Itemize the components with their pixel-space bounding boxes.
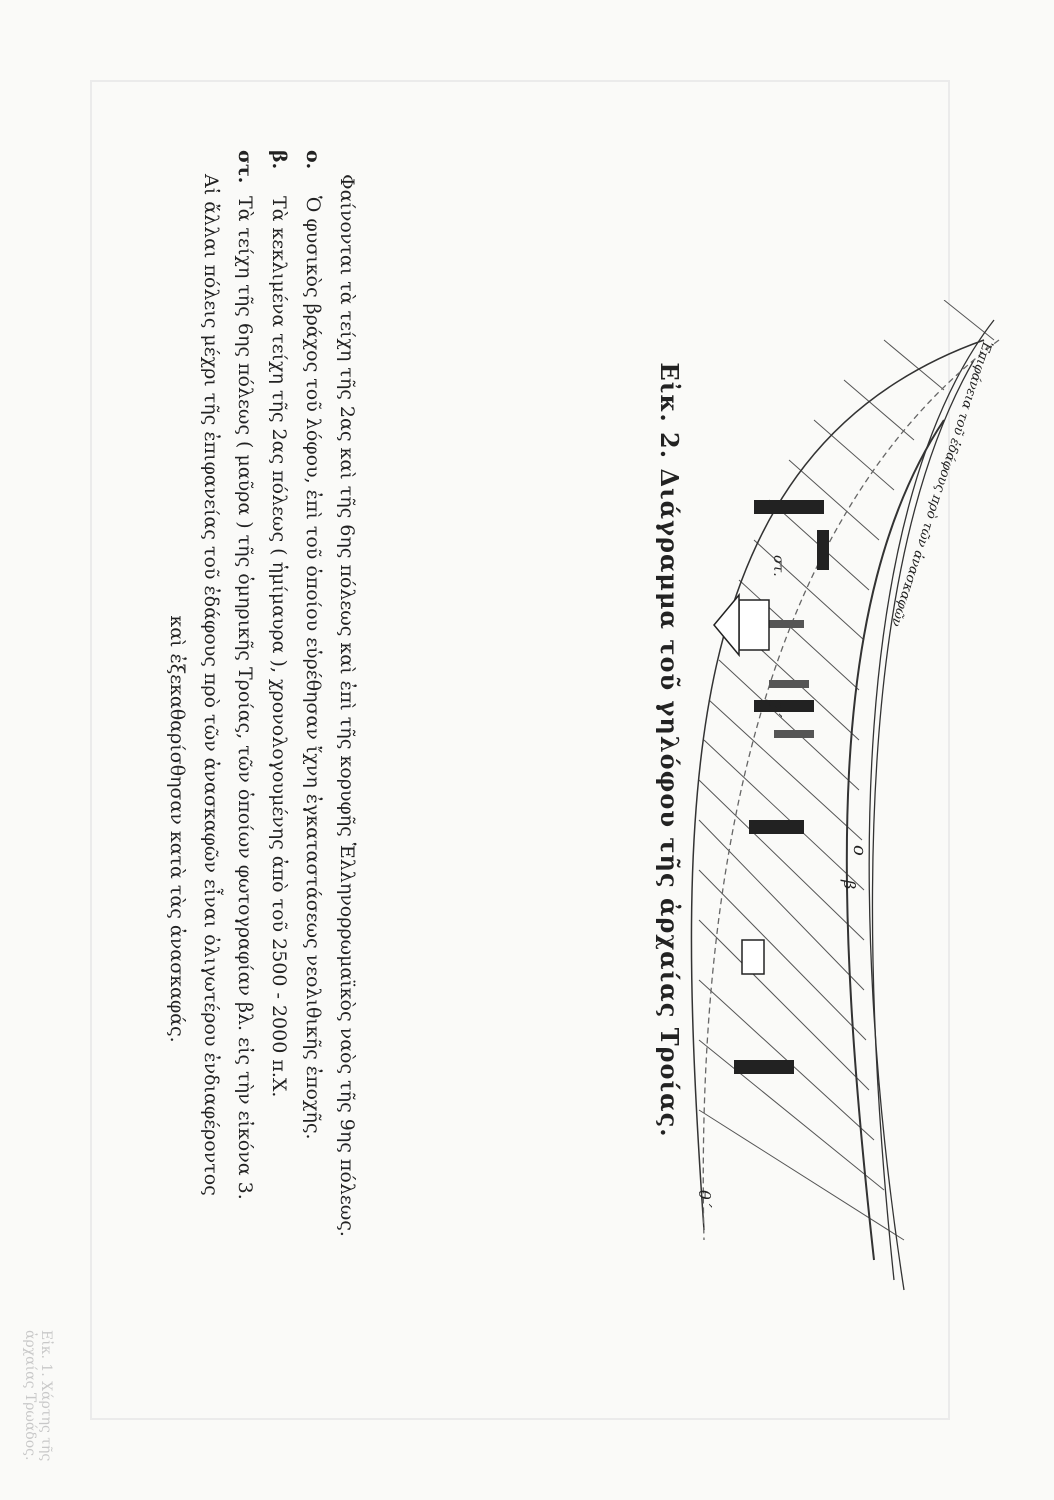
temple-right — [742, 940, 764, 974]
figure-caption — [160, 150, 364, 1400]
figure-title: Εἰκ. 2. Διάγραμμα τοῦ γηλόφου τῆς ἀρχαίας Τροίας. — [655, 362, 684, 1138]
caption-text-beta: Τὰ κεκλιμένα τείχη τῆς 2ας πόλεως ( ἡμίμαυρα ), χρονολογουμένης ἀπὸ τοῦ 2500 - 2000 π.Χ. — [268, 196, 290, 1098]
stratum-1 — [873, 360, 974, 1280]
label-beta-prime: β΄ — [765, 700, 784, 718]
caption-item-beta — [262, 150, 296, 1400]
bleed-through-caption: Εἰκ. 1. Χάρτης τῆς ἀρχαίας Τρωάδος. — [22, 1330, 54, 1462]
caption-mark-st: στ. — [234, 150, 256, 184]
temple-ninth-city — [714, 595, 769, 655]
caption-text-o: Ὁ φυσικὸς βράχος τοῦ λόφου, ἐπὶ τοῦ ὁποίου εὑρέθησαν ἴχνη ἐγκαταστάσεως νεολιθικῆς ἐποχῆς. — [302, 196, 324, 1140]
caption-intro: Φαίνονται τὰ τείχη τῆς 2ας καὶ τῆς 6ης πόλεως καὶ ἐπὶ τῆς κορυφῆς Ἑλληνορρωμαϊκὸς ναὸς τῆς 9ης πόλεως. — [336, 174, 358, 1237]
label-sigma-tau: στ. — [770, 555, 786, 577]
label-beta: β — [840, 880, 859, 890]
caption-text-st: Τὰ τείχη τῆς 6ης πόλεως ( μαῦρα ) τῆς ὁμηρικῆς Τροίας, τῶν ὁποίων φωτογραφίαν βλ. εἰς τὴν εἰκόνα 3. — [234, 196, 256, 1200]
caption-item-st — [228, 150, 262, 1400]
caption-closing-1: Αἱ ἄλλαι πόλεις μέχρι τῆς ἐπιφανείας τοῦ ἐδάφους πρὸ τῶν ἀνασκαφῶν εἶναι ὀλιγωτέρου ἐνδιαφέροντος — [200, 174, 222, 1196]
surface-before-excavation-line — [703, 340, 999, 1240]
caption-closing-2: καὶ ἐξεκαθαρίσθησαν κατὰ τὰς ἀνασκαφάς. — [166, 615, 188, 1043]
caption-mark-beta: β. — [268, 150, 290, 170]
label-surface-note: Ἐπιφάνεια τοῦ ἐδάφους πρὸ τῶν ἀνασκαφῶν — [887, 338, 995, 629]
ground-line — [869, 320, 994, 1290]
label-omicron: ο — [849, 845, 870, 856]
caption-mark-o: ο. — [302, 150, 324, 170]
troy-mound-diagram — [684, 300, 1004, 1300]
caption-item-o — [296, 150, 330, 1400]
label-theta: θ΄ — [695, 1190, 714, 1208]
